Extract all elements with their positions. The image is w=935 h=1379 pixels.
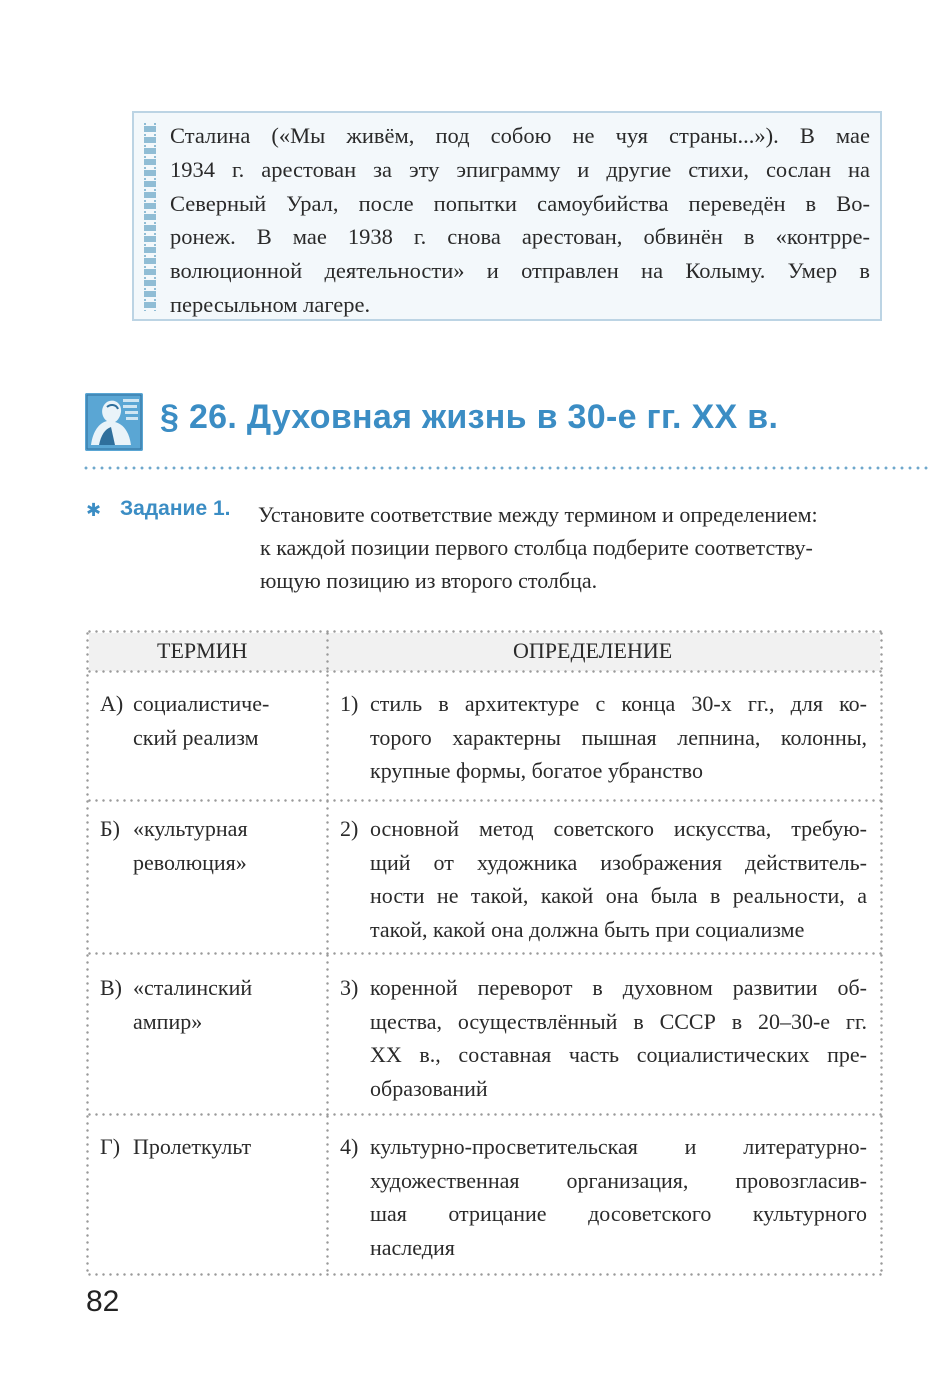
table-rule — [86, 630, 89, 1276]
intro-line: Северный Урал, после попытки самоубийства переведён в Во- — [170, 190, 870, 216]
intro-note-box — [132, 111, 882, 321]
intro-line: ронеж. В мае 1938 г. снова арестован, обвинён в «контрре- — [170, 224, 870, 250]
column-header-definition: ОПРЕДЕЛЕНИЕ — [513, 638, 673, 663]
term-marker: В) — [100, 975, 122, 1000]
task-line: Установите соответствие между термином и определением: — [258, 502, 818, 527]
definition-line: щий от художника изображения действитель- — [370, 849, 867, 875]
table-rule — [86, 1273, 883, 1276]
definition-marker: 4) — [340, 1134, 359, 1159]
term-line: революция» — [133, 849, 247, 875]
asterisk-icon: ✱ — [86, 500, 102, 521]
term-marker: Г) — [100, 1134, 121, 1159]
term-line: «культурная — [133, 816, 248, 841]
term-line: Пролеткульт — [133, 1134, 252, 1159]
definition-marker: 3) — [340, 975, 359, 1000]
task-line: к каждой позиции первого столбца подберите соответству- — [260, 535, 813, 560]
definition-line: ности не такой, какой она была в реальности, а — [370, 883, 867, 908]
section-title: § 26. Духовная жизнь в 30-е гг. XX в. — [160, 398, 779, 436]
definition-line: стиль в архитектуре с конца 30-х гг., для ко- — [370, 691, 867, 716]
table-rule — [86, 952, 883, 955]
definition-line: торого характерны пышная лепнина, колонны, — [370, 724, 867, 750]
intro-line: 1934 г. арестован за эту эпиграмму и другие стихи, сослан на — [170, 156, 870, 182]
term-marker: А) — [100, 691, 124, 716]
definition-marker: 1) — [340, 691, 359, 716]
section-divider — [82, 466, 930, 470]
note-border-ornament — [144, 123, 156, 311]
intro-line: Сталина («Мы живём, под собою не чуя страны...»). В мае — [170, 123, 870, 148]
table-rule — [326, 630, 329, 1276]
intro-line: пересыльном лагере. — [170, 291, 371, 317]
definition-line: XX в., составная часть социалистических пре- — [370, 1042, 867, 1067]
definition-line: наследия — [370, 1234, 455, 1260]
definition-line: коренной переворот в духовном развитии об- — [370, 975, 867, 1000]
term-line: социалистиче- — [133, 691, 270, 716]
task-line: ющую позицию из второго столбца. — [260, 568, 598, 593]
portrait-icon — [85, 393, 143, 451]
definition-marker: 2) — [340, 816, 359, 841]
definition-line: образований — [370, 1075, 488, 1101]
task-instruction — [258, 498, 886, 597]
definition-line: художественная организация, провозгласив- — [370, 1167, 867, 1193]
table-rule — [86, 1113, 883, 1116]
definition-line: крупные формы, богатое убранство — [370, 758, 703, 783]
definition-line: культурно-просветительская и литературно- — [370, 1134, 867, 1159]
term-line: ампир» — [133, 1008, 203, 1034]
table-rule — [86, 630, 883, 633]
definition-line: щества, осуществлённый в СССР в 20–30-е гг. — [370, 1008, 867, 1034]
table-rule — [86, 670, 883, 673]
page-number: 82 — [86, 1285, 120, 1318]
term-line: «сталинский — [133, 975, 253, 1000]
definition-line: такой, какой она должна быть при социализме — [370, 916, 805, 942]
intro-line: волюционной деятельности» и отправлен на Колыму. Умер в — [170, 258, 870, 284]
term-line: ский реализм — [133, 724, 259, 750]
definition-line: основной метод советского искусства, требую- — [370, 816, 867, 841]
term-marker: Б) — [100, 816, 120, 841]
column-header-term: ТЕРМИН — [157, 638, 248, 663]
task-label: Задание 1. — [120, 497, 231, 520]
table-rule — [880, 630, 883, 1276]
intro-paragraph — [170, 119, 870, 322]
definition-line: шая отрицание досоветского культурного — [370, 1201, 867, 1226]
table-rule — [86, 799, 883, 802]
